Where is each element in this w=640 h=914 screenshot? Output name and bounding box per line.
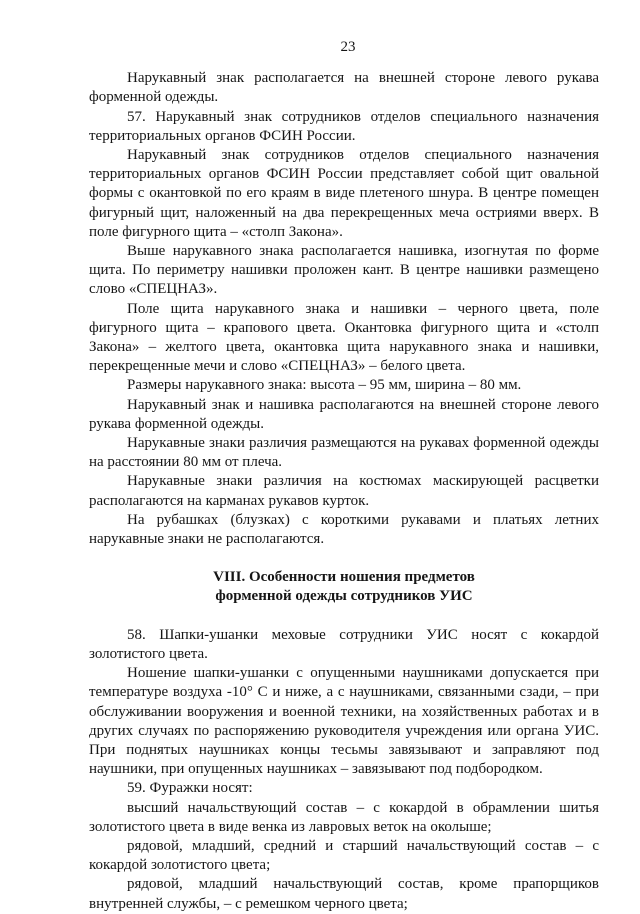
document-page <box>89 38 599 914</box>
paragraph: Нарукавный знак располагается на внешней стороне левого рукава форменной одежды. <box>89 70 599 106</box>
paragraph: Ношение шапки-ушанки с опущенными наушниками допускается при температуре воздуха -10° С и ниже, а с наушниками, связанными сзади, – при обслуживании вооружения и военной техники, на хозяйственных работах и в других случаях по распоряжению руководителя учреждения или органа УИС. При поднятых наушниках концы тесьмы завязывают и заправляют под наушники, при опущенных наушниках – завязывают под подбородком. <box>89 665 599 778</box>
section-heading-line-1: VIII. Особенности ношения предметов <box>213 569 475 586</box>
headwear-section <box>89 626 599 914</box>
section-heading-line-2: форменной одежды сотрудников УИС <box>215 588 473 605</box>
section-heading <box>89 568 599 606</box>
paragraph: 58. Шапки-ушанки меховые сотрудники УИС носят с кокардой золотистого цвета. <box>89 626 599 662</box>
paragraph: Выше нарукавного знака располагается нашивка, изогнутая по форме щита. По периметру нашивки проложен кант. В центре нашивки размещено слово «СПЕЦНАЗ». <box>89 243 599 298</box>
paragraph: рядовой, младший, средний и старший начальствующий состав – с кокардой золотистого цвета; <box>89 837 599 874</box>
paragraph: Нарукавные знаки различия на костюмах маскирующей расцветки располагаются на карманах рукавов курток. <box>89 473 599 509</box>
sleeve-insignia-section <box>89 69 599 549</box>
paragraph: 59. Фуражки носят: <box>127 780 253 797</box>
paragraph: Нарукавные знаки различия размещаются на рукавах форменной одежды на расстоянии 80 мм от плеча. <box>89 435 599 471</box>
paragraph: Размеры нарукавного знака: высота – 95 мм, ширина – 80 мм. <box>127 377 522 394</box>
paragraph: Нарукавный знак сотрудников отделов специального назначения территориальных органов ФСИН России представляет собой щит овальной формы с окантовкой по его краям в виде плетеного шнура. В центре помещен фигурный щит, наложенный на два перекрещенных меча остриями вверх. В поле фигурного щита – «столп Закона». <box>89 147 599 240</box>
paragraph: На рубашках (блузках) с короткими рукавами и платьях летних нарукавные знаки не располагаются. <box>89 511 599 548</box>
page-number: 23 <box>340 39 356 55</box>
paragraph: Поле щита нарукавного знака и нашивки – черного цвета, поле фигурного щита – крапового цвета. Окантовка фигурного щита и «столп Закона» – желтого цвета, окантовка щита нарукавного знака и нашивки, перекрещенные мечи и слово «СПЕЦНАЗ» – белого цвета. <box>89 300 599 375</box>
paragraph: рядовой, младший начальствующий состав, кроме прапорщиков внутренней службы, – с ремешком черного цвета; <box>89 876 599 912</box>
spacer <box>89 549 599 568</box>
spacer <box>89 607 599 626</box>
paragraph: Нарукавный знак и нашивка располагаются на внешней стороне левого рукава форменной одежды. <box>89 396 599 432</box>
paragraph: 57. Нарукавный знак сотрудников отделов специального назначения территориальных органов ФСИН России. <box>89 108 599 144</box>
paragraph: высший начальствующий состав – с кокардой в обрамлении шитья золотистого цвета в виде венка из лавровых веток на околыше; <box>89 799 599 835</box>
